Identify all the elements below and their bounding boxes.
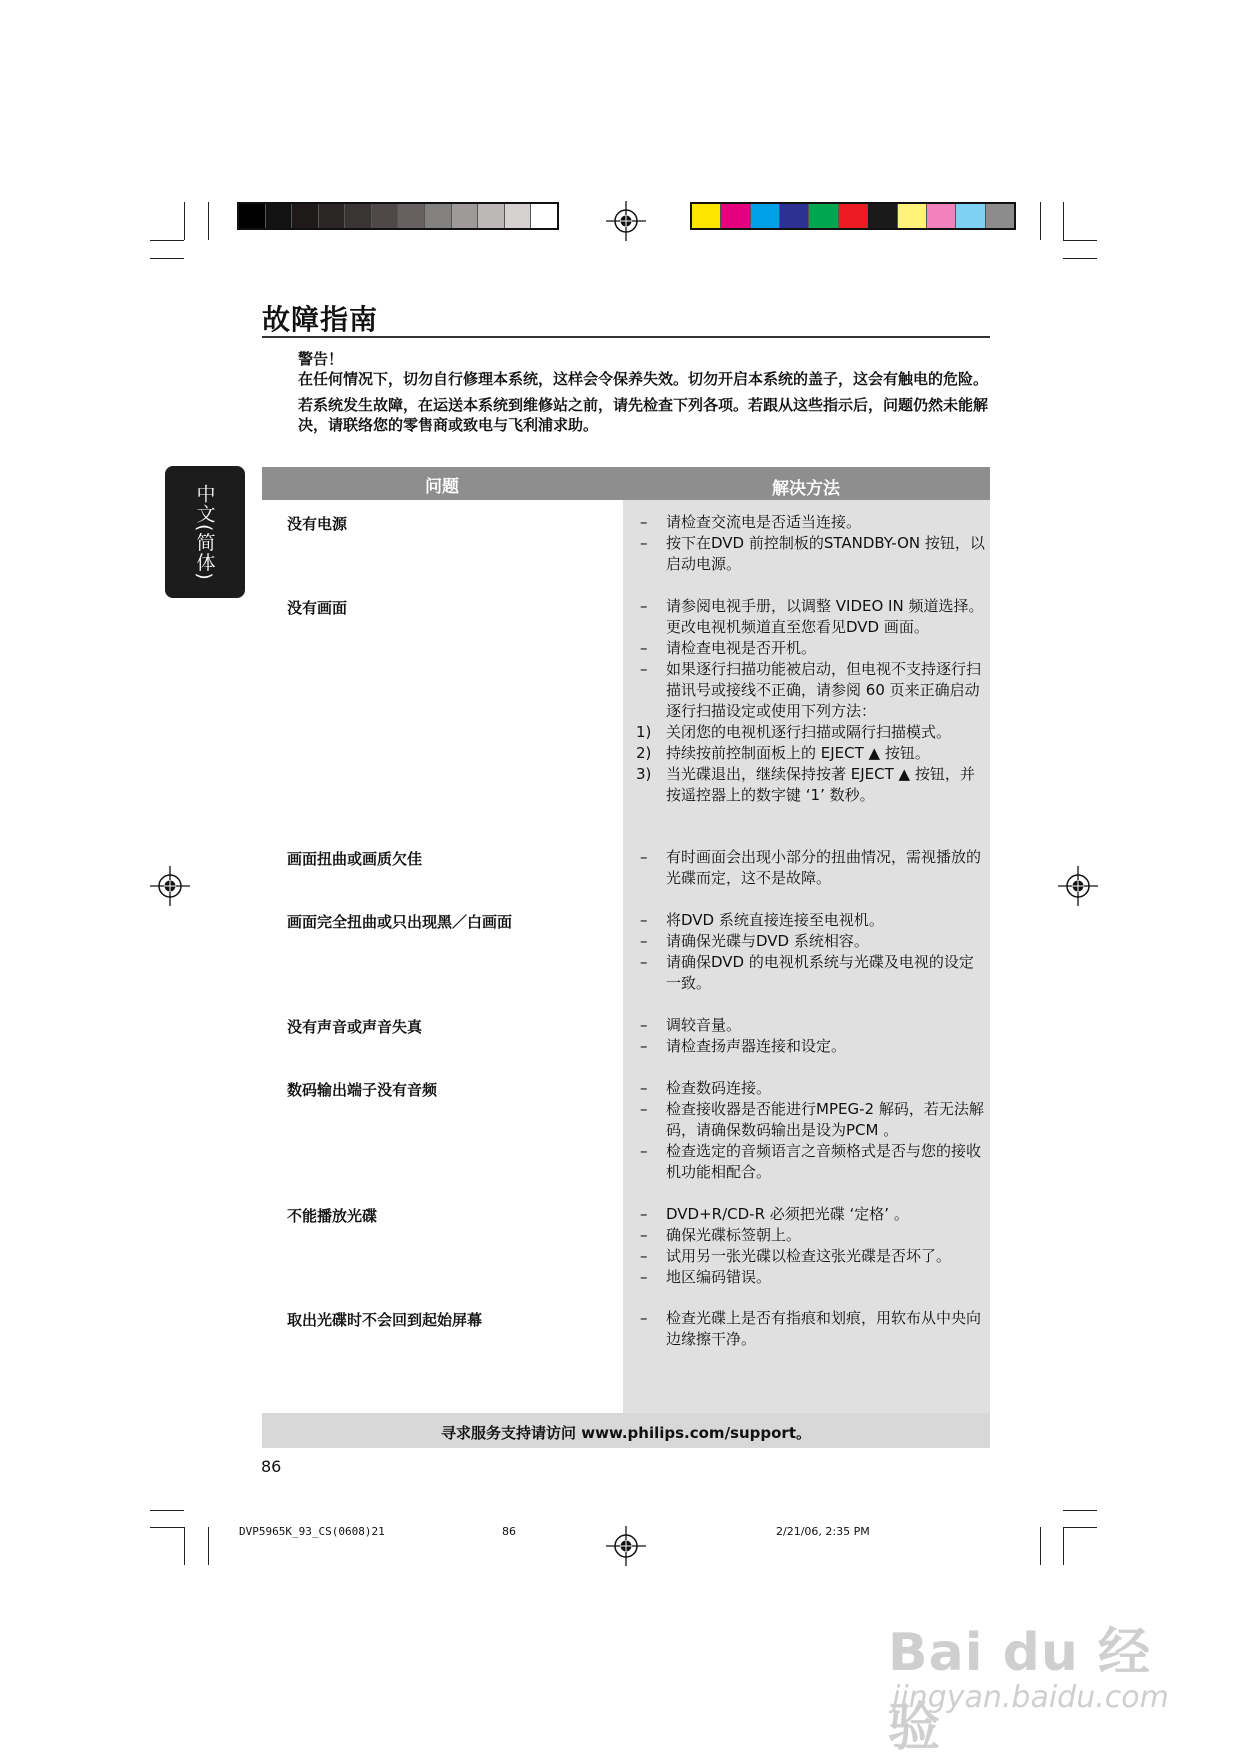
solution-marker: –: [640, 639, 648, 657]
solution-marker: –: [640, 1247, 648, 1265]
solution-text: 试用另一张光碟以检查这张光碟是否坏了。: [666, 1247, 952, 1265]
solution-marker: 2): [636, 744, 652, 762]
solution-item: [636, 743, 986, 764]
solution-text: 请确保光碟与DVD 系统相容。: [666, 932, 869, 950]
calibration-swatch: [318, 204, 345, 228]
solution-marker: –: [640, 953, 648, 971]
solution-marker: 1): [636, 723, 652, 741]
problem-label: 数码输出端子没有音频: [287, 1081, 438, 1099]
language-tab-label: 中文(简体): [193, 483, 216, 581]
solution-marker: 3): [636, 765, 652, 783]
solution-item: [636, 1036, 986, 1057]
page-number: 86: [261, 1457, 282, 1476]
solution-marker: –: [640, 1309, 648, 1327]
solution-item: [636, 722, 986, 743]
solution-text: DVD+R/CD-R 必须把光碟 ‘定格’ 。: [666, 1205, 909, 1223]
problem-label: 取出光碟时不会回到起始屏幕: [287, 1311, 483, 1329]
solution-text: 请检查扬声器连接和设定。: [666, 1037, 847, 1055]
solution-text: 请确保DVD 的电视机系统与光碟及电视的设定一致。: [666, 953, 974, 992]
crop-mark: [1063, 1510, 1097, 1511]
calibration-swatch: [838, 204, 867, 228]
solution-list: [636, 910, 986, 994]
registration-mark-icon: [150, 866, 190, 906]
crop-mark: [1063, 258, 1097, 259]
solution-list: [636, 1308, 986, 1350]
solution-item: [636, 1246, 986, 1267]
calibration-swatch: [291, 204, 318, 228]
grayscale-calibration-bar: [237, 202, 559, 230]
solution-item: [636, 596, 986, 638]
solution-item: [636, 764, 986, 806]
solution-text: 请检查交流电是否适当连接。: [666, 513, 862, 531]
calibration-swatch: [451, 204, 478, 228]
calibration-swatch: [477, 204, 504, 228]
crop-mark: [1040, 202, 1041, 240]
calibration-swatch: [692, 204, 720, 228]
warning-text: 在任何情况下，切勿自行修理本系统，这样会令保养失效。切勿开启本系统的盖子，这会有触电的危险。: [298, 370, 989, 388]
language-tab: [165, 466, 245, 598]
calibration-swatch: [867, 204, 896, 228]
solution-marker: –: [640, 1037, 648, 1055]
problem-label: 画面扭曲或画质欠佳: [287, 850, 423, 868]
solution-marker: –: [640, 513, 648, 531]
solution-marker: –: [640, 1226, 648, 1244]
problem-label: 不能播放光碟: [287, 1207, 378, 1225]
crop-mark: [150, 1510, 184, 1511]
solution-text: 检查接收器是否能进行MPEG-2 解码，若无法解码，请确保数码输出是设为PCM 。: [666, 1100, 984, 1139]
table-header: [262, 467, 990, 500]
header-problem: 问题: [425, 477, 459, 497]
problem-label: 没有电源: [287, 515, 348, 533]
solution-item: [636, 1308, 986, 1350]
solution-list: [636, 1204, 986, 1288]
solution-item: [636, 659, 986, 722]
solution-list: [636, 1015, 986, 1057]
solution-marker: –: [640, 1100, 648, 1118]
solution-marker: –: [640, 1142, 648, 1160]
solution-text: 检查选定的音频语言之音频格式是否与您的接收机功能相配合。: [666, 1142, 982, 1181]
solution-text: 按下在DVD 前控制板的STANDBY-ON 按钮，以启动电源。: [666, 534, 985, 573]
solution-item: [636, 1078, 986, 1099]
solution-text: 确保光碟标签朝上。: [666, 1226, 802, 1244]
calibration-swatch: [926, 204, 955, 228]
solution-list: [636, 1078, 986, 1183]
calibration-swatch: [397, 204, 424, 228]
solution-text: 地区编码错误。: [666, 1268, 772, 1286]
solution-text: 请参阅电视手册，以调整 VIDEO IN 频道选择。更改电视机频道直至您看见DVD 画面。: [666, 597, 984, 636]
solution-text: 关闭您的电视机逐行扫描或隔行扫描模式。: [666, 723, 952, 741]
calibration-swatch: [424, 204, 451, 228]
color-calibration-bar: [690, 202, 1016, 230]
solution-marker: –: [640, 1016, 648, 1034]
solution-item: [636, 1099, 986, 1141]
crop-mark: [1063, 1527, 1064, 1565]
crop-mark: [150, 240, 184, 241]
crop-mark: [208, 202, 209, 240]
solution-item: [636, 1015, 986, 1036]
problem-label: 画面完全扭曲或只出现黑／白画面: [287, 913, 513, 931]
solution-item: [636, 1141, 986, 1183]
solution-item: [636, 533, 986, 575]
solution-marker: –: [640, 1205, 648, 1223]
calibration-swatch: [371, 204, 398, 228]
solution-item: [636, 952, 986, 994]
crop-mark: [1063, 202, 1064, 240]
watermark-url: jingyan.baidu.com: [892, 1680, 1169, 1715]
solution-item: [636, 847, 986, 889]
baidu-watermark-logo: [888, 1610, 1188, 1758]
calibration-swatch: [504, 204, 531, 228]
calibration-swatch: [985, 204, 1014, 228]
solution-item: [636, 1225, 986, 1246]
registration-mark-icon: [606, 201, 646, 241]
solution-item: [636, 1204, 986, 1225]
solution-marker: –: [640, 932, 648, 950]
calibration-swatch: [265, 204, 292, 228]
solution-marker: –: [640, 1268, 648, 1286]
problem-label: 没有声音或声音失真: [287, 1018, 423, 1036]
solution-marker: –: [640, 534, 648, 552]
support-note-band: [262, 1413, 990, 1448]
warning-heading: 警告！: [298, 350, 344, 368]
solution-marker: –: [640, 1079, 648, 1097]
crop-mark: [184, 202, 185, 240]
calibration-swatch: [779, 204, 808, 228]
solution-text: 持续按前控制面板上的 EJECT ▲ 按钮。: [666, 744, 930, 762]
solution-text: 检查数码连接。: [666, 1079, 772, 1097]
calibration-swatch: [530, 204, 557, 228]
registration-mark-icon: [1058, 866, 1098, 906]
solution-item: [636, 512, 986, 533]
warning-instruction: 若系统发生故障，在运送本系统到维修站之前，请先检查下列各项。若跟从这些指示后，问题仍然未能解决，请联络您的零售商或致电与飞利浦求助。: [298, 396, 989, 434]
solution-list: [636, 512, 986, 575]
calibration-swatch: [955, 204, 984, 228]
solution-item: [636, 638, 986, 659]
watermark-brand: Bai du 经验: [888, 1623, 1151, 1758]
solution-text: 请检查电视是否开机。: [666, 639, 817, 657]
problem-label: 没有画面: [287, 599, 348, 617]
crop-mark: [1040, 1527, 1041, 1565]
warning-block: [298, 349, 990, 435]
crop-mark: [184, 1527, 185, 1565]
calibration-swatch: [750, 204, 779, 228]
slug-filename: DVP5965K_93_CS(0608)21: [239, 1525, 385, 1538]
title-divider: [262, 336, 990, 338]
crop-mark: [150, 1527, 184, 1528]
slug-timestamp: 2/21/06, 2:35 PM: [776, 1525, 870, 1538]
calibration-swatch: [720, 204, 749, 228]
registration-mark-icon: [606, 1526, 646, 1566]
solution-list: [636, 847, 986, 889]
solution-marker: –: [640, 597, 648, 615]
solution-item: [636, 1267, 986, 1288]
solution-item: [636, 910, 986, 931]
solution-marker: –: [640, 848, 648, 866]
calibration-swatch: [897, 204, 926, 228]
calibration-swatch: [239, 204, 265, 228]
header-solution: 解决方法: [772, 479, 840, 499]
solution-marker: –: [640, 911, 648, 929]
crop-mark: [1063, 1527, 1097, 1528]
solution-text: 检查光碟上是否有指痕和划痕，用软布从中央向边缘擦干净。: [666, 1309, 982, 1348]
solution-item: [636, 931, 986, 952]
support-note: 寻求服务支持请访问 www.philips.com/support。: [441, 1424, 811, 1442]
solution-marker: –: [640, 660, 648, 678]
crop-mark: [1063, 240, 1097, 241]
solution-text: 如果逐行扫描功能被启动，但电视不支持逐行扫描讯号或接线不正确，请参阅 60 页来正确启动逐行扫描设定或使用下列方法：: [666, 660, 982, 720]
page-title: 故障指南: [262, 303, 379, 336]
calibration-swatch: [808, 204, 837, 228]
calibration-swatch: [344, 204, 371, 228]
solution-list: [636, 596, 986, 806]
solution-text: 调较音量。: [666, 1016, 742, 1034]
crop-mark: [208, 1527, 209, 1565]
solution-text: 将DVD 系统直接连接至电视机。: [666, 911, 884, 929]
solution-text: 有时画面会出现小部分的扭曲情况，需视播放的光碟而定，这不是故障。: [666, 848, 982, 887]
crop-mark: [150, 258, 184, 259]
solution-text: 当光碟退出，继续保持按著 EJECT ▲ 按钮，并按遥控器上的数字键 ‘1’ 数秒。: [666, 765, 975, 804]
slug-page: 86: [502, 1525, 516, 1538]
